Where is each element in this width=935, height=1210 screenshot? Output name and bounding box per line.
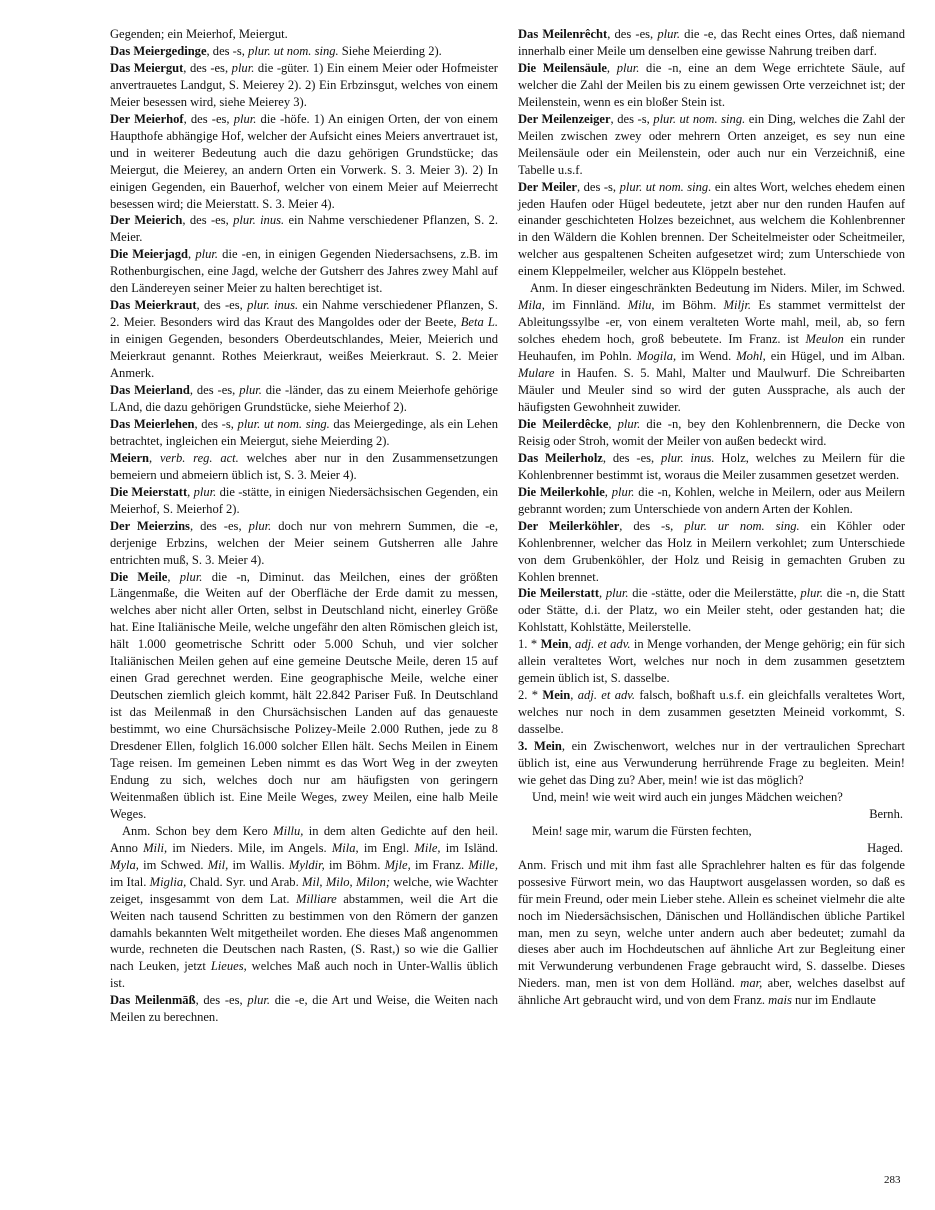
grammar-note: plur. ut nom. sing.: [248, 43, 339, 58]
entry-text: Anm. Schon bey dem Kero: [122, 823, 274, 838]
left-column: [110, 26, 498, 1026]
entry-text: , des -es,: [195, 993, 248, 1008]
grammar-note: plur. inus.: [247, 298, 299, 313]
grammar-note: plur. ur nom. sing.: [684, 518, 800, 533]
grammar-note: Mohl,: [736, 349, 766, 364]
dictionary-entry: [110, 111, 498, 213]
entry-text: , des -es,: [189, 518, 249, 533]
entry-text: , des -s,: [194, 416, 238, 431]
entry-text: Siehe Meierding 2).: [338, 43, 442, 58]
headword: Die Meilerdêcke: [518, 416, 609, 431]
headword: Die Meierstatt: [110, 484, 188, 499]
entry-text: ein altes Wort, welches ehedem einen jeden Haufen oder Hügel bedeutete, jetzt aber nur den runden Haufen auf einander geschichteten Holzes bezeichnet, aus welchem die Kohlenbrenner in den Wäldern die Kohlen brennen. Der Scheitelmeister oder Scheitmeiler, welcher aus gespaltenen Scheiten aufgesetzet wird; zum Unterschiede von einem Kleppelmeiler, welcher aus Klöppeln bestehet.: [518, 179, 905, 279]
grammar-note: adj. et adv.: [575, 637, 631, 652]
entry-text: , des -es,: [607, 27, 658, 41]
entry-text: , ein Zwischenwort, welches nur in der vertraulichen Sprechart üblich ist, eine aus Verwunderung herrührende Frage zu begleiten. Mein! wie gehet das Ding zu? Aber, mein! wie ist das möglich?: [518, 739, 905, 787]
headword: Der Meierich: [110, 213, 183, 228]
grammar-note: Myla,: [110, 857, 139, 872]
grammar-note: Miglia,: [149, 874, 187, 889]
grammar-note: Mile,: [414, 840, 441, 855]
dictionary-entry: [518, 484, 905, 518]
page-number: 283: [884, 1174, 901, 1186]
entry-text: im Wend.: [676, 349, 737, 364]
entry-text: Chald. Syr. und Arab.: [186, 874, 302, 889]
headword: Mein: [542, 688, 571, 703]
dictionary-entry: [518, 687, 905, 738]
entry-text: die -e, die Art und Weise, die Weiten nach Meilen zu berechnen.: [110, 993, 498, 1025]
dictionary-entry: [110, 823, 498, 993]
entry-text: , des -es,: [196, 298, 248, 313]
entry-text: ,: [149, 450, 160, 465]
dictionary-entry: [518, 585, 905, 636]
entry-text: das Meiergedinge, als ein Lehen betrachtet, ingleichen ein Meiergut, siehe Meierding 2).: [110, 416, 498, 448]
entry-text: 1. *: [518, 637, 541, 652]
dictionary-entry: [518, 450, 905, 484]
entry-text: im Böhm.: [654, 298, 724, 313]
grammar-note: Meulon: [805, 332, 844, 347]
entry-text: Anm. Frisch und mit ihm fast alle Sprachlehrer halten es für das folgende possesive Fürwort mein, wo das Hauptwort ausgelassen worden, so daß es für mein Freund, oder mein Lieber stehe. Allein es scheinet vielmehr die alte noch im Niedersächsischen, Dänischen und Holländischen übliche Partikel man, men zu seyn, welche unter andern auch aber bedeutet; zumahl da dieses aber auch im Hochdeutschen auf ähnliche Art zur Begleitung einer mit Verwunderung verbundenen Frage gebraucht wird, S. dasselbe. Dieses Nieders. man, men ist von dem Holländ.: [518, 857, 905, 991]
dictionary-entry: [518, 60, 905, 111]
entry-text: in Haufen. S. 5. Mahl, Malter und Maulwurf. Die Schreibarten Mäuler und Meuler sind so wird der guten Aussprache, als auch der häufigsten Gewohnheit zuwider.: [518, 366, 905, 414]
dictionary-entry: [110, 297, 498, 382]
headword: Mein: [540, 637, 569, 652]
entry-text: ,: [608, 416, 618, 431]
grammar-note: plur.: [616, 60, 640, 75]
grammar-note: plur. ut nom. sing.: [653, 111, 746, 126]
grammar-note: plur.: [605, 586, 629, 601]
headword: 3. Mein: [518, 739, 562, 754]
quote-block: [518, 789, 905, 823]
headword: Das Meiergedinge: [110, 43, 207, 58]
headword: Der Meierhof: [110, 111, 184, 126]
grammar-note: plur.: [247, 993, 270, 1008]
grammar-note: plur.: [179, 569, 203, 584]
grammar-note: Mila,: [331, 840, 359, 855]
dictionary-entry: [518, 179, 905, 281]
headword: Die Meilerkohle: [518, 484, 605, 499]
dictionary-entry: [518, 518, 905, 586]
entry-text: die -n, eine an dem Wege errichtete Säule, auf welcher die Zahl der Meilen bis zu einem gewissen Orte verzeichnet ist; der Meilenstein, wenn es ein bloßer Stein ist.: [518, 60, 906, 109]
grammar-note: Beta L.: [460, 315, 498, 330]
entry-text: im Isländ.: [440, 840, 498, 855]
entry-text: im Finnländ.: [544, 298, 628, 313]
entry-text: ,: [188, 247, 196, 262]
headword: Die Meilerstatt: [518, 586, 600, 601]
dictionary-entry: [518, 857, 905, 1010]
quote-source: Bernh.: [869, 806, 903, 821]
grammar-note: verb. reg. act.: [159, 450, 239, 465]
entry-text: im Nieders. Mile, im Angels.: [167, 840, 332, 855]
entry-text: die -n, Diminut. das Meilchen, eines der größten Längenmaße, die Weiten auf der Oberfläche der Erde damit zu messen, welches aber nicht aller Orten, selbst in Deutschland nicht, einerley Größe hat. Eine Italiänische Meile, welche ungefähr den alten Römischen gleich ist, hält 1.000 geometrische Schritt oder 5.000 Schuh, und vier solcher Italiänischen Meilen gehen auf eine gemeine Deutsche Meile, deren 15 auf einen Grad gerechnet werden. Eine geographische Meile, welche einer Deutschen ziemlich gleich kommt, hält 22.842 Pariser Fuß. In Deutschland ist das Meilenmaß in den Chursächsischen Landen auf das genaueste bestimmt, wo eine Chursächsische Polizey-Meile 2.000 Ruthen, jede zu 8 Dresdener Ellen, folglich 16.000 solcher Ellen hält. Sechs Meilen in Einem Tage reisen. Im gemeinen Leben nimmt es das Wort Weg in der zweyten Endung zu sich, welches doch nur am häufigsten von geringern Weitenmaßen üblich ist. Eine Meile Weges, zwey Meilen, eine halb Meile Weges.: [110, 569, 498, 821]
entry-text: im Engl.: [358, 840, 415, 855]
headword: Der Meilerköhler: [518, 518, 620, 533]
grammar-note: Mulare: [518, 366, 555, 381]
grammar-note: plur.: [657, 27, 680, 41]
entry-text: , des -es,: [183, 60, 232, 75]
headword: Das Meilenmāß: [110, 993, 196, 1008]
entry-text: die -stätte, in einigen Niedersächsischen Gegenden, ein Meierhof, S. Meierhof 2).: [110, 484, 498, 516]
dictionary-entry: [110, 43, 498, 60]
grammar-note: plur.: [611, 484, 635, 499]
entry-text: ,: [568, 637, 576, 652]
grammar-note: plur.: [800, 586, 824, 601]
grammar-note: plur. inus.: [233, 213, 285, 228]
grammar-note: Mili,: [143, 840, 168, 855]
headword: Die Meile: [110, 569, 168, 584]
entry-text: doch nur von mehrern Summen, die -e, derjenige Erbzins, welchen der Meier seinem Gutsherren alle Jahre entrichten muß, S. 3. Meier 4).: [110, 518, 499, 567]
quote-line: Mein! sage mir, warum die Fürsten fechten,: [532, 823, 752, 838]
entry-text: ,: [604, 484, 612, 499]
grammar-note: Myldir,: [288, 857, 325, 872]
entry-text: , des -es,: [189, 383, 240, 398]
grammar-note: plur.: [617, 416, 641, 431]
dictionary-entry: [518, 738, 905, 789]
entry-text: welches Maß auch noch in Unter-Wallis üblich ist.: [110, 959, 498, 991]
headword: Das Meilenrêcht: [518, 27, 608, 41]
grammar-note: plur.: [239, 383, 262, 398]
headword: Das Meilerholz: [518, 450, 603, 465]
entry-text: die -länder, das zu einem Meierhofe gehörige LAnd, die dazu gehörigen Grundstücke, siehe Meierhof 2).: [110, 383, 499, 414]
grammar-note: Mjle,: [384, 857, 411, 872]
grammar-note: Mil, Milo, Milon;: [302, 874, 391, 889]
grammar-note: plur.: [248, 518, 272, 533]
entry-text: ein Nahme verschiedener Pflanzen, S. 2. Meier. Besonders wird das Kraut des Mangoldes oder der Beete,: [110, 298, 498, 330]
dictionary-entry: [518, 280, 905, 416]
headword: Die Meierjagd: [110, 247, 189, 262]
entry-text: , des -s,: [206, 43, 248, 58]
entry-text: ,: [167, 569, 180, 584]
entry-text: Anm. In dieser eingeschränkten Bedeutung im Niders. Miler, im Schwed.: [530, 281, 905, 296]
dictionary-entry: [110, 992, 498, 1026]
entry-text: im Ital.: [110, 874, 150, 889]
entry-text: in Menge vorhanden, der Menge gehörig; ein für sich allein veraltetes Wort, welches nur noch in dem zusammen gesetztem gemein üblich ist, S. dasselbe.: [518, 637, 905, 686]
quote-block: [518, 823, 905, 857]
grammar-note: Miljr.: [723, 298, 752, 313]
dictionary-entry: [110, 416, 498, 450]
entry-text: , des -s,: [610, 111, 654, 126]
entry-text: die -n, bey den Kohlenbrennern, die Decke von Reisig oder Stroh, womit der Meiler von außen bedeckt wird.: [518, 416, 906, 448]
entry-text: im Franz.: [410, 857, 469, 872]
entry-text: welches aber nur in den Zusammensetzungen bemeiern und abmeiern üblich ist, S. 3. Meier 4).: [110, 450, 498, 482]
entry-text: ,: [599, 586, 606, 601]
grammar-note: Milu,: [627, 298, 655, 313]
entry-text: , des -s,: [577, 179, 620, 194]
entry-text: ein runder Heuhaufen, im Pohln.: [518, 332, 905, 364]
right-column: [518, 26, 905, 1009]
entry-text: in dem alten Gedichte auf den heil. Anno: [110, 823, 498, 855]
entry-text: die -stätte, oder die Meilerstätte,: [628, 586, 801, 601]
headword: Der Meilenzeiger: [518, 111, 611, 126]
entry-text: , des -s,: [619, 518, 685, 533]
headword: Das Meierland: [110, 383, 190, 398]
dictionary-entry: [110, 246, 498, 297]
dictionary-entry: [110, 60, 498, 111]
entry-text: welche, wie Wachter zeiget, insgesammt von dem Lat.: [110, 874, 498, 906]
entry-text: , des -es,: [602, 450, 661, 465]
dictionary-entry: [518, 111, 905, 179]
grammar-note: Mila,: [518, 298, 545, 313]
entry-text: ,: [570, 688, 578, 703]
entry-text: im Böhm.: [324, 857, 385, 872]
quote-source: Haged.: [867, 840, 903, 855]
grammar-note: mais: [768, 993, 792, 1008]
entry-text: , des -es,: [183, 111, 234, 126]
dictionary-entry: [518, 636, 905, 687]
headword: Meiern: [110, 450, 150, 465]
grammar-note: plur. ut nom. sing.: [619, 179, 712, 194]
grammar-note: mar,: [740, 976, 763, 991]
dictionary-entry: [110, 212, 498, 246]
entry-text: die -en, in einigen Gegenden Niedersachsens, z.B. im Rothenburgischen, eine Jagd, welche der Gutsherr des Jahres zwey Mahl auf den Ländereyen seiner Meier zu halten berechtiget ist.: [110, 247, 499, 296]
entry-text: die -n, Kohlen, welche in Meilern, oder aus Meilern gebrannt worden; zum Unterschiede von andern Arten der Kohlen.: [518, 484, 905, 516]
grammar-note: Milliare: [296, 891, 337, 906]
headword: Das Meierkraut: [110, 298, 197, 313]
entry-text: ein Hügel, und im Alban.: [765, 349, 905, 364]
entry-text: falsch, boßhaft u.s.f. ein gleichfalls veraltetes Wort, welches nur noch in dem zusammen gesetzten Meineid vorkommt, S. dasselbe.: [518, 688, 905, 737]
entry-text: die -höfe. 1) An einigen Orten, der von einem Haupthofe abhängige Hof, welcher der Aufsicht eines Meiers anvertrauet ist, und in weiterer Bedeutung auch die dazu gehörigen Grundstücke; das Meiergut, die Meierey, an andern Orten ein Vorwerk. S. 3. Meier 3). 2) In einigen Gegenden, ein Bauerhof, welcher von einem Meier auf Meierrecht besessen wird; die Meierstatt. S. 3. Meier 4).: [110, 111, 498, 211]
dictionary-entry: [110, 484, 498, 518]
grammar-note: plur. ut nom. sing.: [237, 416, 330, 431]
dictionary-entry: [110, 26, 498, 43]
entry-text: 2. *: [518, 688, 543, 703]
dictionary-entry: [110, 450, 498, 484]
grammar-note: adj. et adv.: [577, 688, 636, 703]
entry-text: die -güter. 1) Ein einem Meier oder Hofmeister anvertrauetes Landgut, S. Meierey 2). 2) Ein Erbzinsgut, welches von einem Meier besessen wird, siehe Meierey 3).: [110, 60, 498, 109]
entry-text: ,: [606, 60, 617, 75]
entry-text: aber, welches daselbst auf ähnliche Art gebraucht wird, und von dem Franz.: [518, 976, 906, 1008]
entry-text: nur im Endlaute: [791, 993, 876, 1008]
headword: Der Meiler: [518, 179, 577, 194]
grammar-note: plur.: [231, 60, 255, 75]
entry-text: , des -es,: [182, 213, 234, 228]
grammar-note: plur.: [195, 247, 219, 262]
headword: Die Meilensäule: [518, 60, 607, 75]
quote-line: Und, mein! wie weit wird auch ein junges Mädchen weichen?: [532, 789, 843, 804]
headword: Der Meierzins: [110, 518, 190, 533]
grammar-note: Mil,: [207, 857, 229, 872]
dictionary-entry: [110, 569, 498, 823]
entry-text: Holz, welches zu Meilern für die Kohlenbrenner bestimmt ist, woraus die Meiler zusammen gesetzet werden.: [518, 450, 905, 482]
entry-text: die -n, die Statt oder Stätte, d.i. der Platz, wo ein Meiler steht, oder gestanden hat; die Kohlstatt, Kohlstätte, Meilerstelle.: [518, 586, 906, 635]
grammar-note: plur.: [193, 484, 217, 499]
entry-text: ,: [187, 484, 194, 499]
grammar-note: plur.: [233, 111, 257, 126]
entry-text: ein Köhler oder Kohlenbrenner, welcher das Holz in Meilern verkohlet; zum Unterschiede von dem Grubenköhler, der Holz und Reisig in gemachten Gruben zu Kohlen brennet.: [518, 518, 905, 584]
entry-text: Es stammet vermittelst der Ableitungssylbe -er, von einem veralteten Worte mahl, meil, ab, so fern solches ehedem hoch, groß bebeutete. Im Franz. ist: [518, 298, 906, 347]
dictionary-entry: [518, 26, 905, 60]
entry-text: in einigen Gegenden, besonders Oberdeutschlandes, Meier, Meierich und Meierkraut genannt. Rothes Meierkraut, weißes Meierkraut. S. 2. Meier Anmerk.: [110, 332, 498, 381]
entry-text: ein Nahme verschiedener Pflanzen, S. 2. Meier.: [110, 213, 498, 245]
headword: Das Meiergut: [110, 60, 184, 75]
grammar-note: Mille,: [468, 857, 498, 872]
entry-text: ein Ding, welches die Zahl der Meilen zwischen zwey oder mehrern Orten anzeiget, es sey nun eine Meilensäule oder ein Meilenstein, oder auch nur ein Verzeichniß, eine Tabelle u.s.f.: [518, 111, 905, 177]
entry-text: im Wallis.: [228, 857, 289, 872]
dictionary-entry: [110, 518, 498, 569]
entry-text: im Schwed.: [138, 857, 208, 872]
grammar-note: Mogila,: [636, 349, 677, 364]
grammar-note: Millu,: [273, 823, 304, 838]
dictionary-entry: [110, 382, 498, 416]
entry-text: Gegenden; ein Meierhof, Meiergut.: [110, 27, 288, 41]
grammar-note: Lieues,: [210, 959, 247, 974]
grammar-note: plur. inus.: [661, 450, 715, 465]
dictionary-entry: [518, 416, 905, 450]
entry-text: die -e, das Recht eines Ortes, daß niemand innerhalb einer Meile um denselben eine gewisse Nahrung treiben darf.: [518, 27, 905, 58]
entry-text: abstammen, weil die Art die Weiten nach tausend Schritten zu bestimmen von den Römern der ganzen damahls bekannten Welt mitgetheilet worden. Ehe dieses Maß angenommen wurde, rechneten die Deutschen nach Rasten, (S. Rast,) so wie die Gallier nach Leuken, jetzt: [110, 891, 498, 974]
headword: Das Meierlehen: [110, 416, 195, 431]
